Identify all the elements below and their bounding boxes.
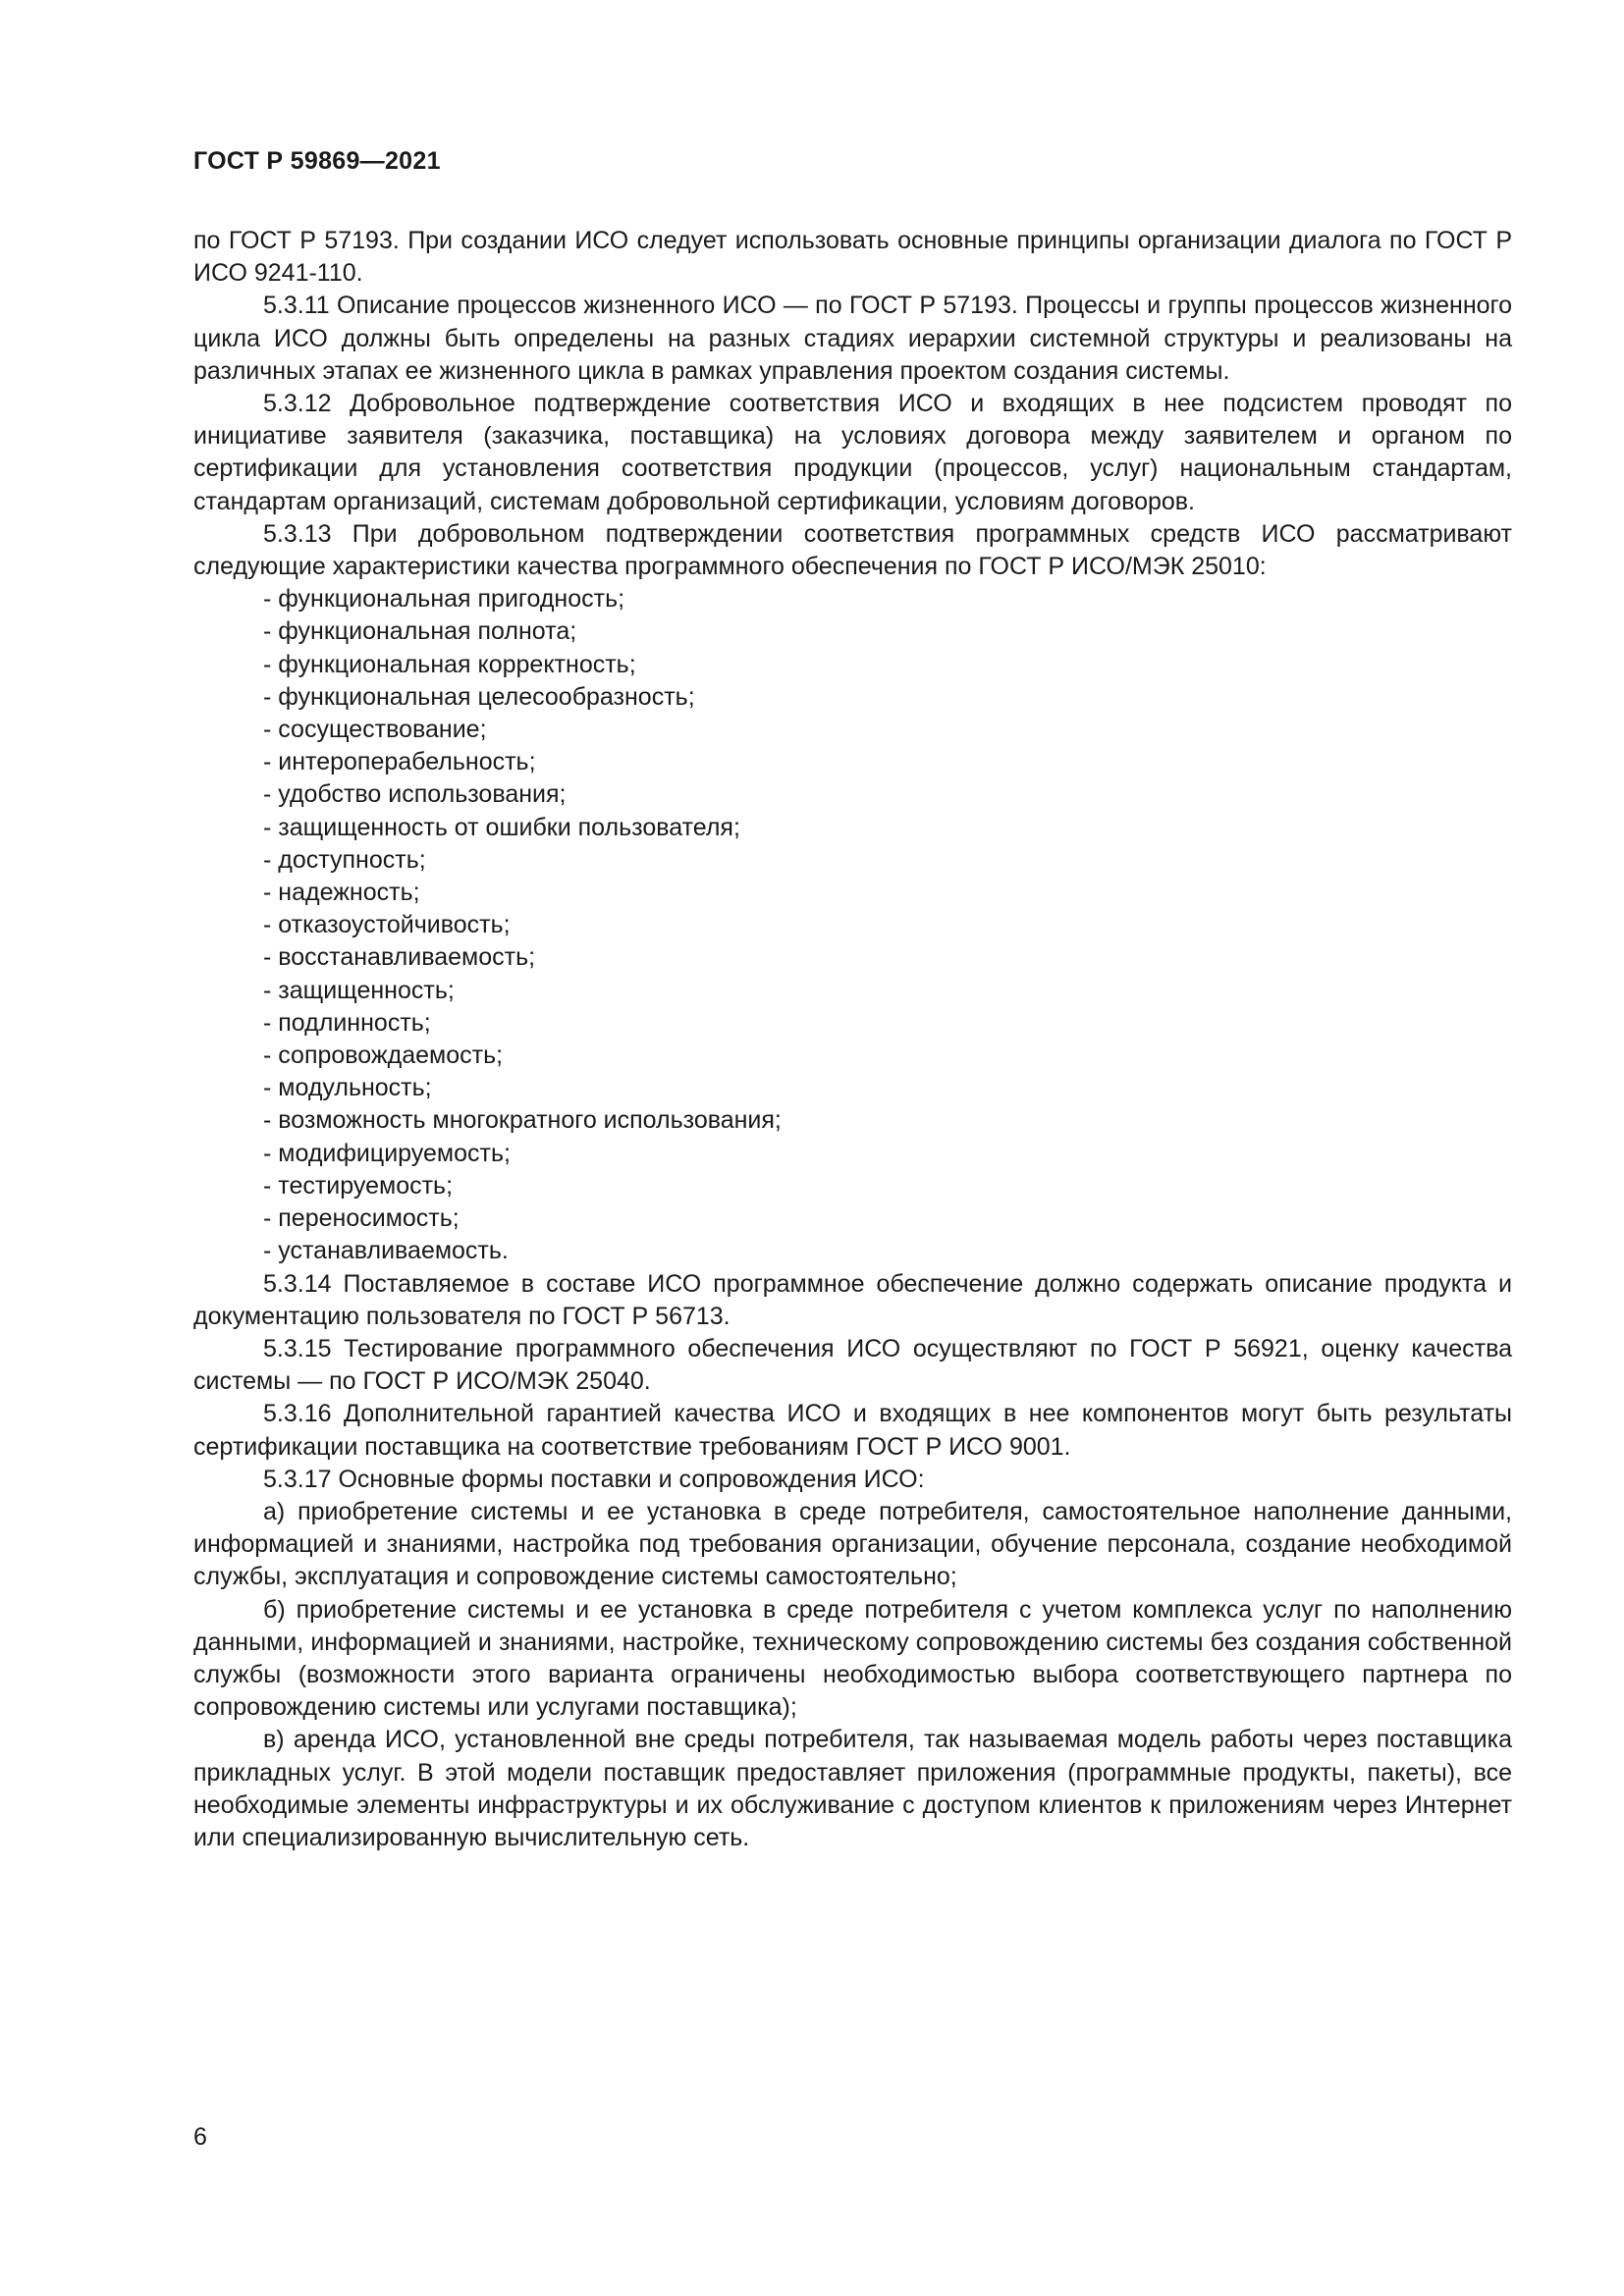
paragraph-5-3-17: 5.3.17 Основные формы поставки и сопровождения ИСО: — [263, 1465, 925, 1493]
list-item: - сосуществование; — [263, 716, 487, 744]
list-item: - функциональная целесообразность; — [263, 682, 695, 711]
list-item: - модифицируемость; — [263, 1139, 511, 1167]
paragraph-5-3-14: 5.3.14 Поставляемое в составе ИСО программное обеспечение должно содержать описание продукта и документацию пользователя по ГОСТ Р 56713. — [193, 1269, 1512, 1330]
list-item: - сопровождаемость; — [263, 1041, 504, 1070]
list-item: - надежность; — [263, 879, 420, 907]
list-item: - переносимость; — [263, 1204, 460, 1233]
list-item: - интероперабельность; — [263, 748, 536, 776]
paragraph-5-3-15: 5.3.15 Тестирование программного обеспечения ИСО осуществляют по ГОСТ Р 56921, оценку качества системы — по ГОСТ Р ИСО/МЭК 25040. — [193, 1334, 1512, 1396]
list-item: - отказоустойчивость; — [263, 911, 511, 939]
paragraph-option-b: б) приобретение системы и ее установка в среде потребителя с учетом комплекса услуг по наполнению данными, информацией и знаниями, настройке, техническому сопровождению системы без создания собственной службы (возможности этого варианта ограничены необходимостью выбора соответствующего партнера по сопровождению системы или услугами поставщика); — [193, 1595, 1512, 1722]
list-item: - защищенность от ошибки пользователя; — [263, 813, 740, 841]
document-body — [193, 225, 1512, 1854]
paragraph-option-c: в) аренда ИСО, установленной вне среды потребителя, так называемая модель работы через поставщика прикладных услуг. В этой модели поставщик предоставляет приложения (программные продукты, пакеты), все необходимые элементы инфраструктуры и их обслуживание с доступом клиентов к приложениям через Интернет или специализированную вычислительную сеть. — [193, 1726, 1512, 1851]
paragraph-5-3-11: 5.3.11 Описание процессов жизненного ИСО — по ГОСТ Р 57193. Процессы и группы процессов жизненного цикла ИСО должны быть определены на разных стадиях иерархии системной структуры и реализованы на различных этапах ее жизненного цикла в рамках управления проектом создания системы. — [193, 292, 1512, 385]
list-item: - устанавливаемость. — [263, 1237, 509, 1265]
paragraph-5-3-16: 5.3.16 Дополнительной гарантией качества ИСО и входящих в нее компонентов могут быть результаты сертификации поставщика на соответствие требованиям ГОСТ Р ИСО 9001. — [193, 1400, 1512, 1461]
paragraph-5-3-13: 5.3.13 При добровольном подтверждении соответствия программных средств ИСО рассматривают следующие характеристики качества программного обеспечения по ГОСТ Р ИСО/МЭК 25010: — [193, 519, 1512, 581]
list-item: - удобство использования; — [263, 780, 567, 809]
list-item: - функциональная полнота; — [263, 617, 577, 646]
page-number: 6 — [193, 2123, 207, 2151]
paragraph-continuation: по ГОСТ Р 57193. При создании ИСО следует использовать основные принципы организации диалога по ГОСТ Р ИСО 9241-110. — [193, 227, 1512, 288]
quality-characteristics-list — [193, 583, 1512, 1267]
list-item: - доступность; — [263, 845, 426, 874]
list-item: - восстанавливаемость; — [263, 943, 536, 972]
list-item: - защищенность; — [263, 976, 455, 1004]
list-item: - возможность многократного использования; — [263, 1106, 782, 1135]
list-item: - подлинность; — [263, 1008, 431, 1037]
document-header: ГОСТ Р 59869—2021 — [193, 147, 441, 175]
paragraph-5-3-12: 5.3.12 Добровольное подтверждение соответствия ИСО и входящих в нее подсистем проводят по инициативе заявителя (заказчика, поставщика) на условиях договора между заявителем и органом по сертификации для установления соответствия продукции (процессов, услуг) национальным стандартам, стандартам организаций, системам добровольной сертификации, условиям договоров. — [193, 390, 1512, 515]
list-item: - модульность; — [263, 1074, 432, 1102]
list-item: - тестируемость; — [263, 1171, 454, 1200]
list-item: - функциональная корректность; — [263, 650, 636, 678]
paragraph-option-a: а) приобретение системы и ее установка в среде потребителя, самостоятельное наполнение данными, информацией и знаниями, настройка под требования организации, обучение персонала, создание необходимой службы, эксплуатация и сопровождение системы самостоятельно; — [193, 1497, 1512, 1591]
list-item: - функциональная пригодность; — [263, 585, 625, 614]
